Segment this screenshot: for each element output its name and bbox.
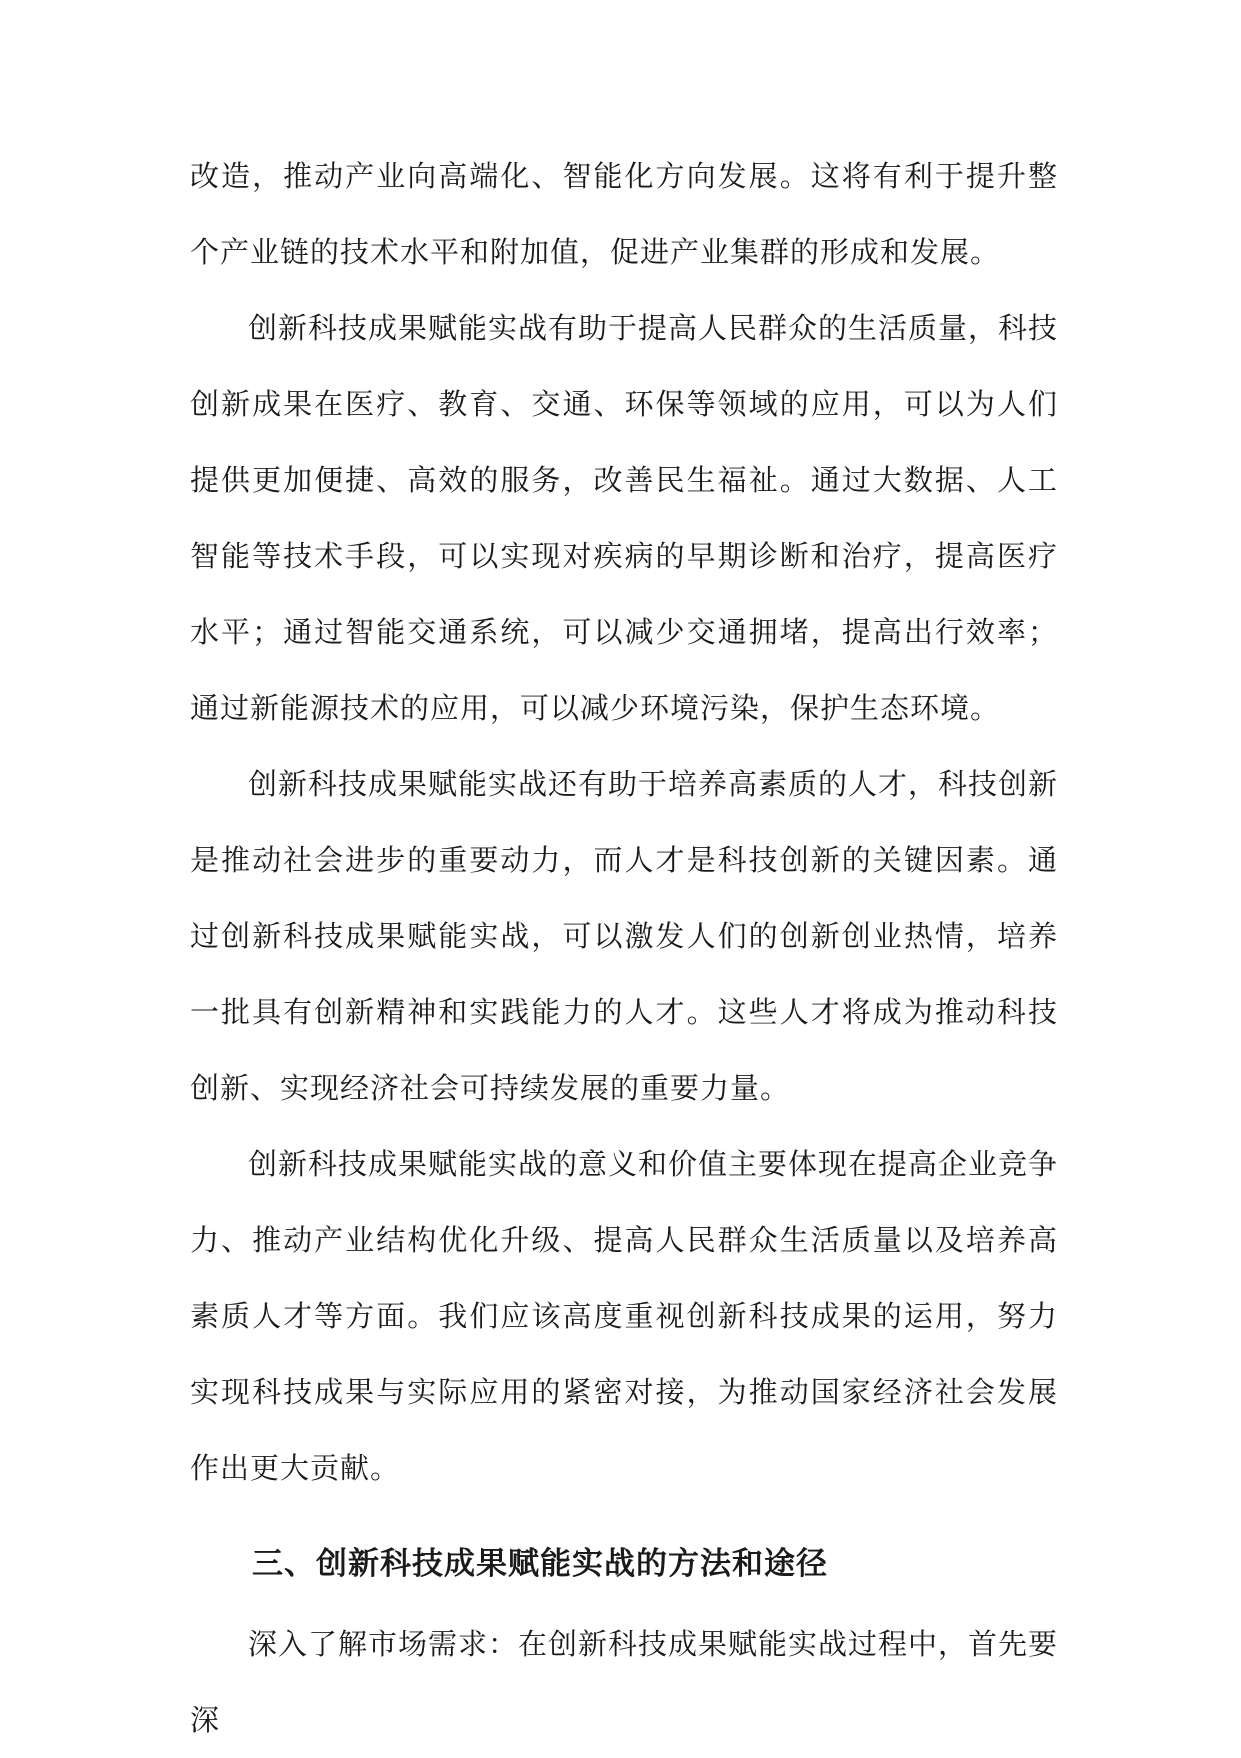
section-heading: 三、创新科技成果赋能实战的方法和途径 bbox=[252, 1546, 828, 1582]
paragraph-talent-cultivation: 创新科技成果赋能实战还有助于培养高素质的人才，科技创新是推动社会进步的重要动力，而人才是科技创新的关键因素。通过创新科技成果赋能实战，可以激发人们的创新创业热情，培养一批具有创新精神和实践能力的人才。这些人才将成为推动科技创新、实现经济社会可持续发展的重要力量。 bbox=[190, 767, 1059, 1105]
paragraph-significance-summary: 创新科技成果赋能实战的意义和价值主要体现在提高企业竞争力、推动产业结构优化升级、提高人民群众生活质量以及培养高素质人才等方面。我们应该高度重视创新科技成果的运用，努力实现科技成果与实际应用的紧密对接，为推动国家经济社会发展作出更大贡献。 bbox=[190, 1147, 1059, 1485]
paragraph-quality-of-life: 创新科技成果赋能实战有助于提高人民群众的生活质量，科技创新成果在医疗、教育、交通、环保等领域的应用，可以为人们提供更加便捷、高效的服务，改善民生福祉。通过大数据、人工智能等技术手段，可以实现对疾病的早期诊断和治疗，提高医疗水平；通过智能交通系统，可以减少交通拥堵，提高出行效率；通过新能源技术的应用，可以减少环境污染，保护生态环境。 bbox=[190, 311, 1059, 725]
paragraph-market-demand: 深入了解市场需求：在创新科技成果赋能实战过程中，首先要深 bbox=[190, 1627, 1059, 1737]
document-body bbox=[190, 138, 1058, 1758]
paragraph-continuation: 改造，推动产业向高端化、智能化方向发展。这将有利于提升整个产业链的技术水平和附加值，促进产业集群的形成和发展。 bbox=[190, 159, 1058, 269]
